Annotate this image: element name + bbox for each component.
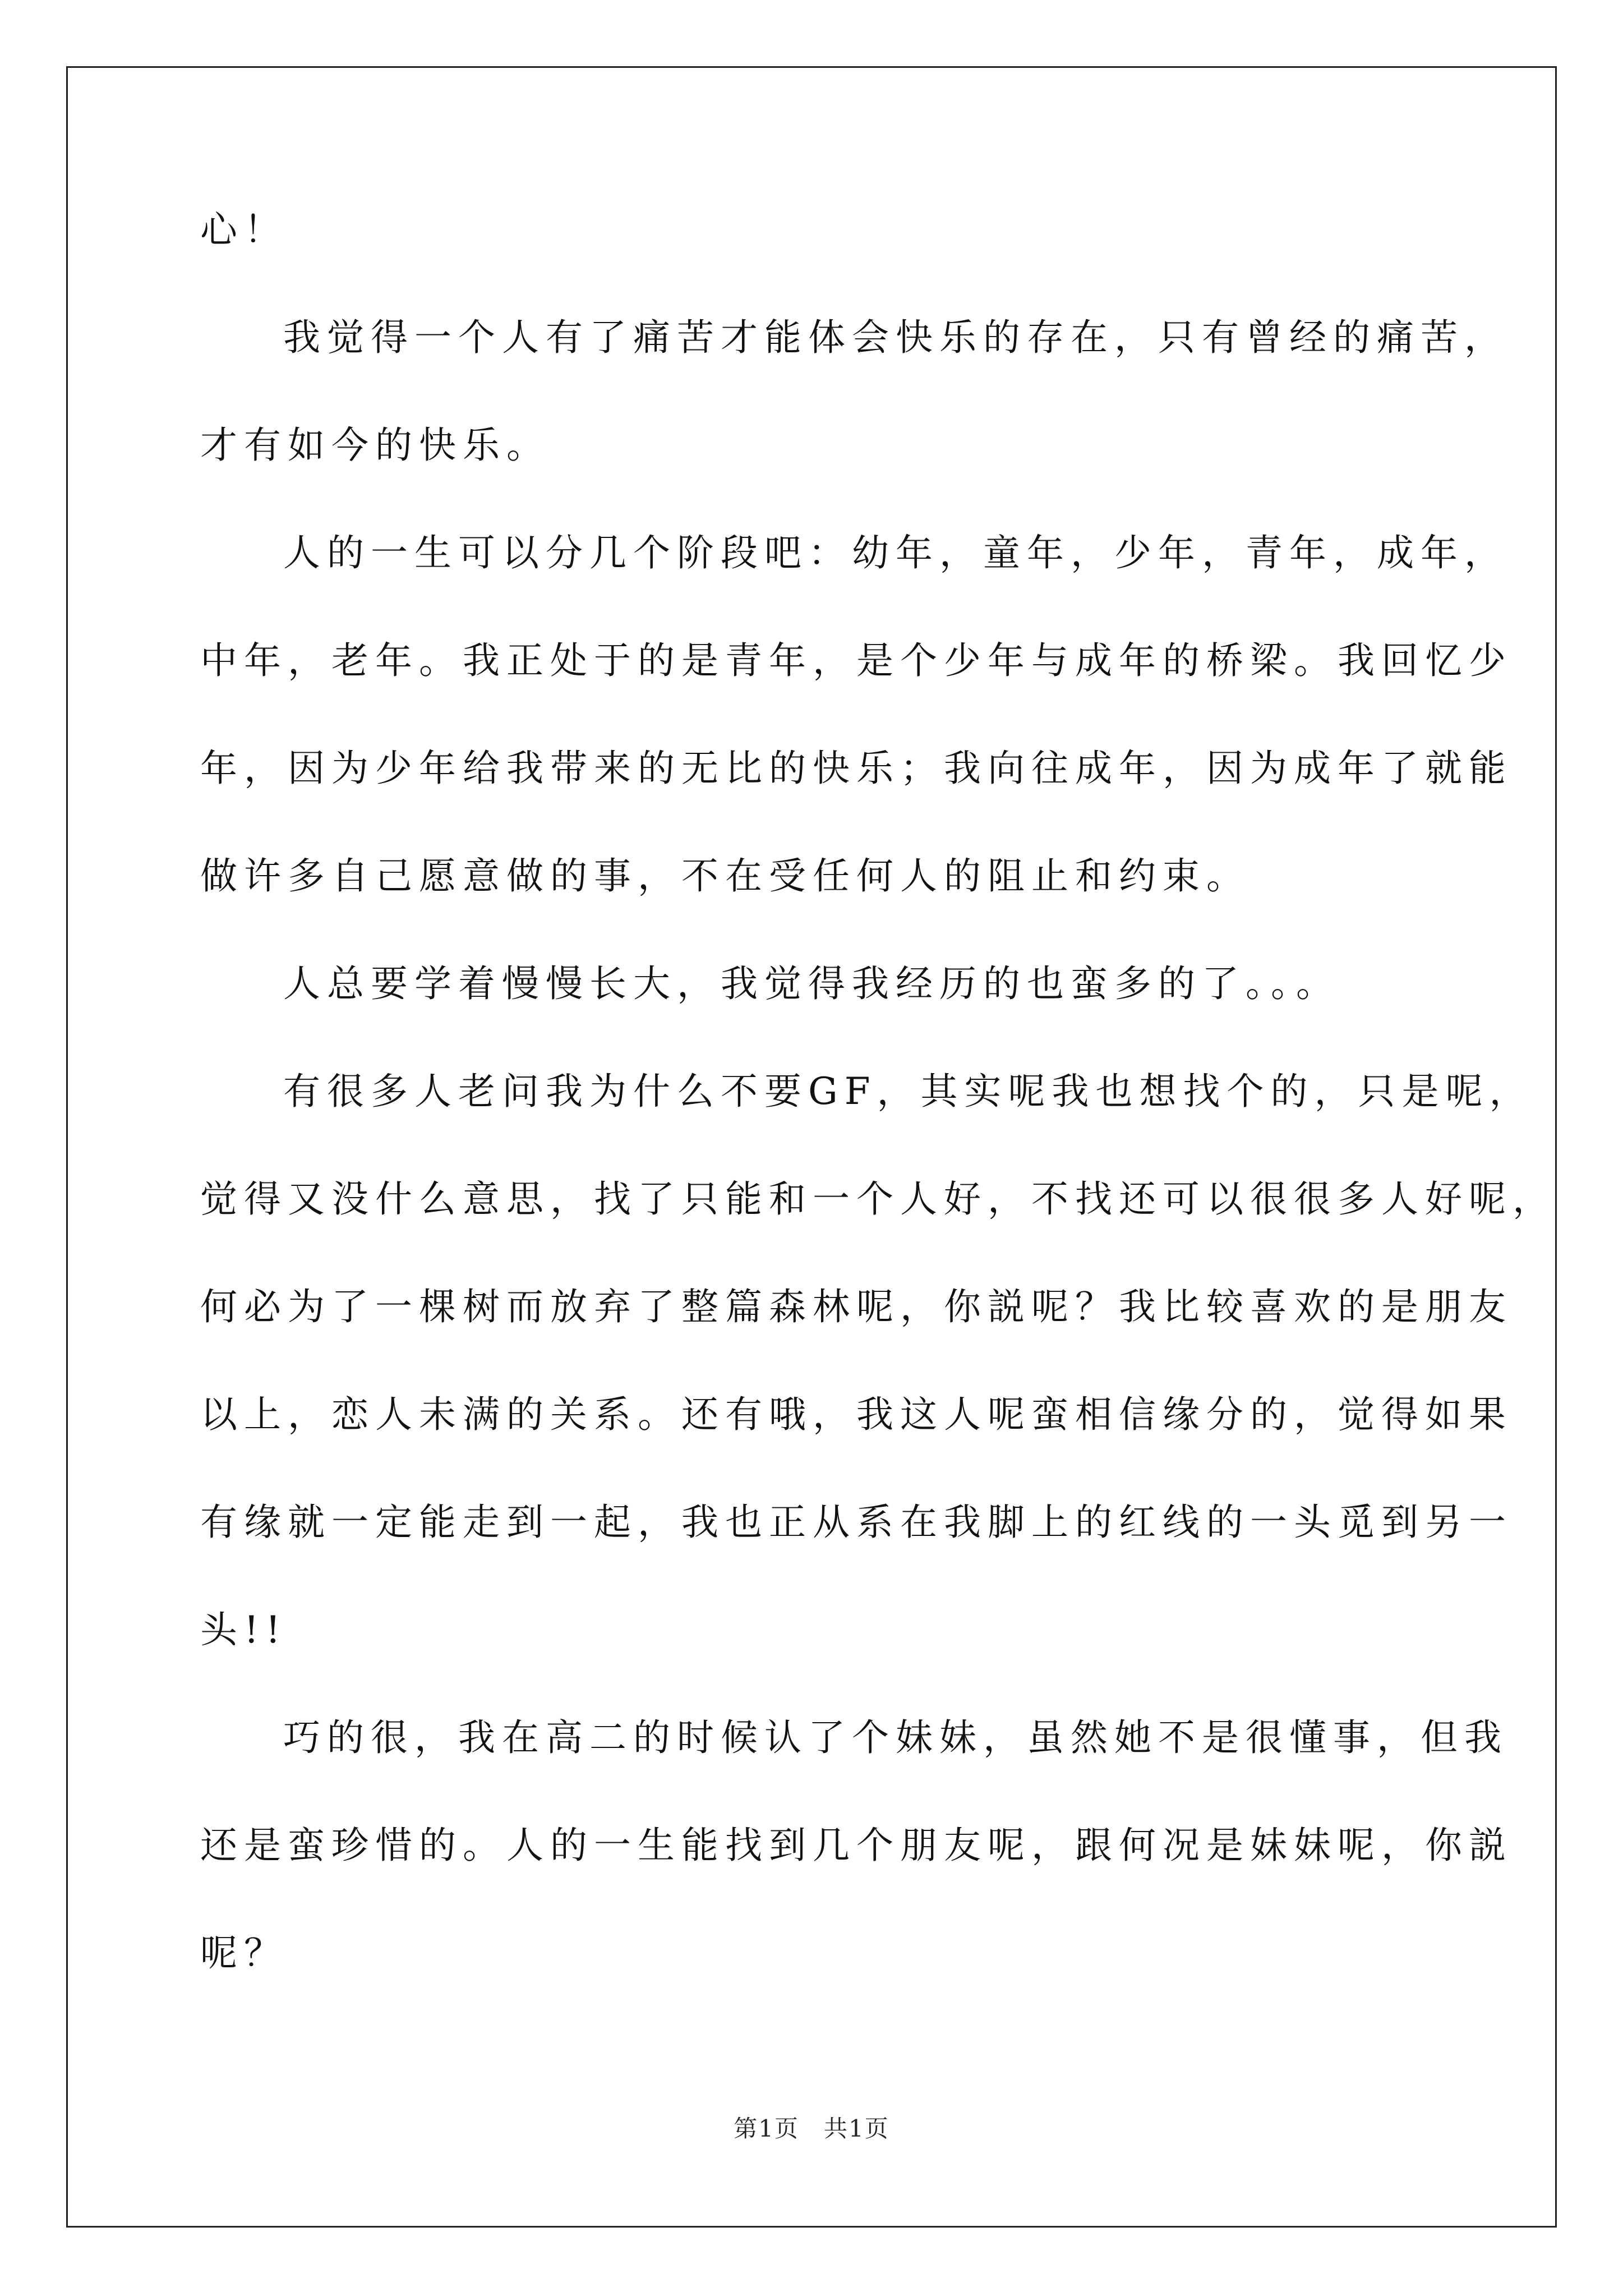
text-line: 以上，恋人未满的关系。还有哦，我这人呢蛮相信缘分的，觉得如果 xyxy=(200,1393,1513,1436)
text-line: 我觉得一个人有了痛苦才能体会快乐的存在，只有曾经的痛苦， xyxy=(283,316,1508,359)
text-line: 中年，老年。我正处于的是青年，是个少年与成年的桥梁。我回忆少 xyxy=(200,639,1513,682)
text-line: 呢？ xyxy=(200,1931,288,1975)
text-line: 才有如今的快乐。 xyxy=(200,424,550,467)
page-border xyxy=(66,66,1557,2228)
text-line: 有很多人老问我为什么不要GF，其实呢我也想找个的，只是呢， xyxy=(283,1070,1533,1113)
text-line: 年，因为少年给我带来的无比的快乐；我向往成年，因为成年了就能 xyxy=(200,747,1513,790)
text-line: 人总要学着慢慢长大，我觉得我经历的也蛮多的了。。。 xyxy=(283,962,1340,1005)
text-line: 心！ xyxy=(200,208,288,251)
text-line: 巧的很，我在高二的时候认了个妹妹，虽然她不是很懂事，但我 xyxy=(283,1716,1508,1759)
text-line: 做许多自己愿意做的事，不在受任何人的阻止和约束。 xyxy=(200,854,1250,898)
text-line: 还是蛮珍惜的。人的一生能找到几个朋友呢，跟何况是妹妹呢，你説 xyxy=(200,1824,1513,1867)
text-line: 头!! xyxy=(200,1608,288,1651)
page-footer: 第1页 共1页 xyxy=(734,2115,889,2142)
text-line: 人的一生可以分几个阶段吧：幼年，童年，少年，青年，成年， xyxy=(283,531,1508,574)
text-line: 有缘就一定能走到一起，我也正从系在我脚上的红线的一头觅到另一 xyxy=(200,1501,1513,1544)
text-line: 何必为了一棵树而放弃了整篇森林呢，你説呢？我比较喜欢的是朋友 xyxy=(200,1285,1513,1328)
text-line: 觉得又没什么意思，找了只能和一个人好，不找还可以很很多人好呢， xyxy=(200,1177,1556,1221)
